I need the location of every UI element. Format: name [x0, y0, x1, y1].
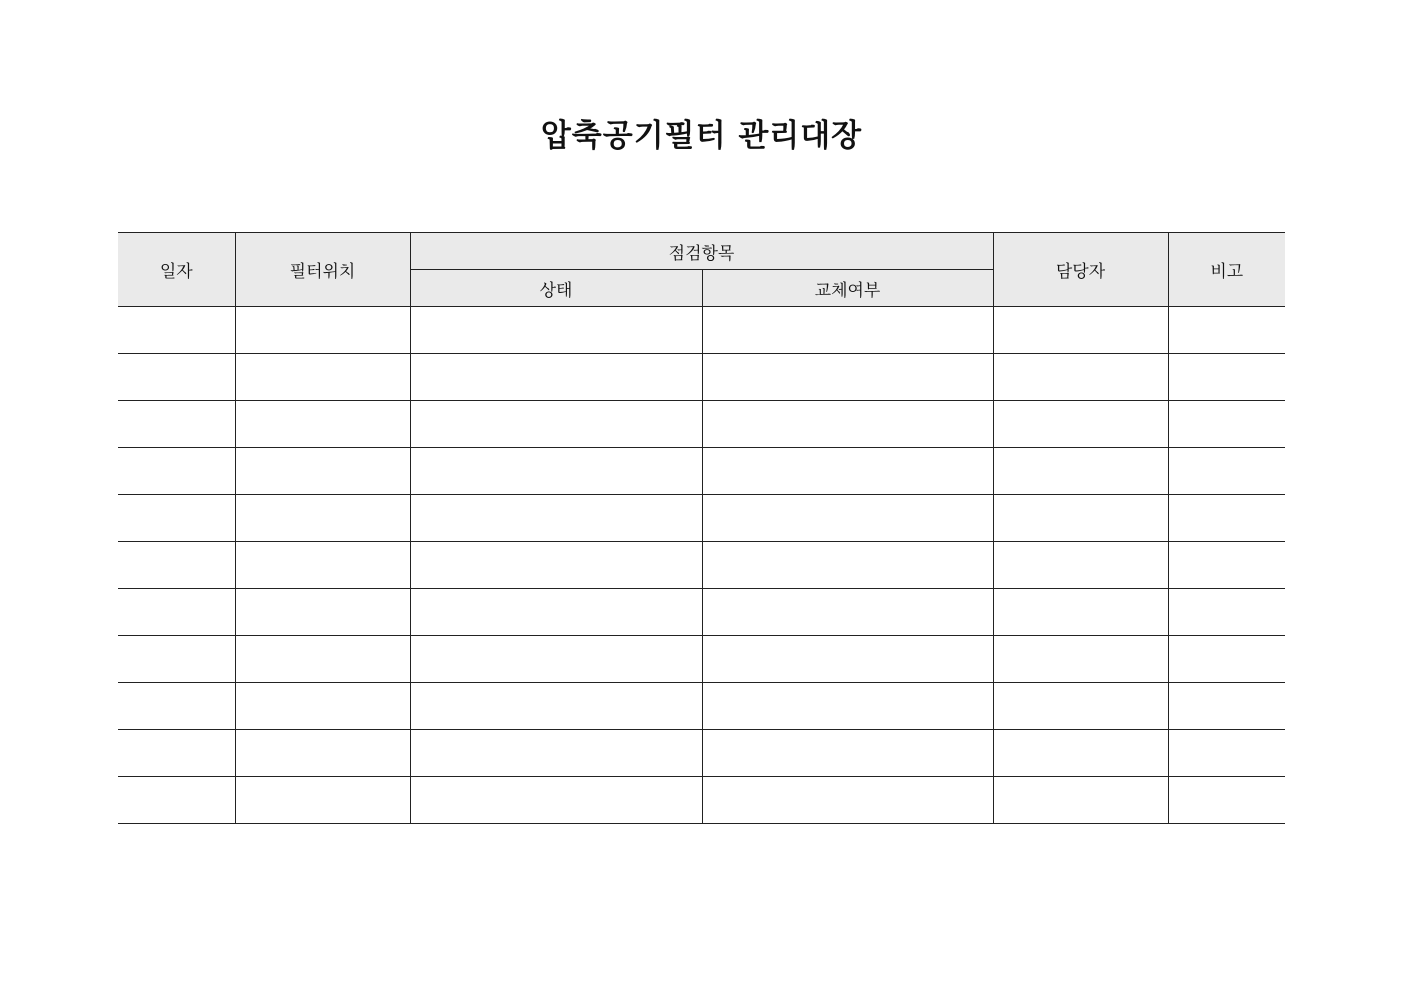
status-cell[interactable]: [410, 730, 702, 777]
manager-cell[interactable]: [993, 307, 1168, 354]
filter-location-cell[interactable]: [235, 777, 410, 824]
filter-location-cell[interactable]: [235, 589, 410, 636]
replacement-cell[interactable]: [702, 636, 993, 683]
replacement-cell[interactable]: [702, 307, 993, 354]
manager-cell[interactable]: [993, 777, 1168, 824]
filter-location-cell[interactable]: [235, 730, 410, 777]
replacement-cell[interactable]: [702, 401, 993, 448]
table-row: [118, 589, 1285, 636]
remarks-cell[interactable]: [1168, 448, 1285, 495]
header-remarks: 비고: [1168, 233, 1285, 307]
table-row: [118, 354, 1285, 401]
remarks-cell[interactable]: [1168, 307, 1285, 354]
manager-cell[interactable]: [993, 683, 1168, 730]
replacement-cell[interactable]: [702, 777, 993, 824]
status-cell[interactable]: [410, 307, 702, 354]
table-row: [118, 683, 1285, 730]
date-cell[interactable]: [118, 307, 235, 354]
filter-location-cell[interactable]: [235, 495, 410, 542]
status-cell[interactable]: [410, 683, 702, 730]
manager-cell[interactable]: [993, 401, 1168, 448]
replacement-cell[interactable]: [702, 495, 993, 542]
status-cell[interactable]: [410, 354, 702, 401]
date-cell[interactable]: [118, 683, 235, 730]
status-cell[interactable]: [410, 401, 702, 448]
date-cell[interactable]: [118, 542, 235, 589]
remarks-cell[interactable]: [1168, 495, 1285, 542]
date-cell[interactable]: [118, 448, 235, 495]
table-row: [118, 730, 1285, 777]
remarks-cell[interactable]: [1168, 354, 1285, 401]
date-cell[interactable]: [118, 401, 235, 448]
header-filter-location: 필터위치: [235, 233, 410, 307]
manager-cell[interactable]: [993, 495, 1168, 542]
date-cell[interactable]: [118, 730, 235, 777]
remarks-cell[interactable]: [1168, 542, 1285, 589]
filter-location-cell[interactable]: [235, 683, 410, 730]
filter-management-table: [118, 232, 1285, 824]
filter-location-cell[interactable]: [235, 542, 410, 589]
manager-cell[interactable]: [993, 542, 1168, 589]
header-replacement: 교체여부: [702, 270, 993, 307]
header-inspection-items: 점검항목: [410, 233, 993, 270]
table-row: [118, 307, 1285, 354]
replacement-cell[interactable]: [702, 542, 993, 589]
status-cell[interactable]: [410, 777, 702, 824]
manager-cell[interactable]: [993, 589, 1168, 636]
table-row: [118, 401, 1285, 448]
replacement-cell[interactable]: [702, 683, 993, 730]
remarks-cell[interactable]: [1168, 401, 1285, 448]
replacement-cell[interactable]: [702, 730, 993, 777]
remarks-cell[interactable]: [1168, 636, 1285, 683]
filter-location-cell[interactable]: [235, 307, 410, 354]
date-cell[interactable]: [118, 495, 235, 542]
status-cell[interactable]: [410, 589, 702, 636]
table-row: [118, 636, 1285, 683]
filter-location-cell[interactable]: [235, 636, 410, 683]
document-title: 압축공기필터 관리대장: [540, 118, 863, 154]
manager-cell[interactable]: [993, 448, 1168, 495]
status-cell[interactable]: [410, 542, 702, 589]
header-date: 일자: [118, 233, 235, 307]
remarks-cell[interactable]: [1168, 589, 1285, 636]
manager-cell[interactable]: [993, 730, 1168, 777]
replacement-cell[interactable]: [702, 448, 993, 495]
table-body: [118, 307, 1285, 824]
table-row: [118, 495, 1285, 542]
remarks-cell[interactable]: [1168, 730, 1285, 777]
remarks-cell[interactable]: [1168, 777, 1285, 824]
date-cell[interactable]: [118, 636, 235, 683]
filter-location-cell[interactable]: [235, 448, 410, 495]
date-cell[interactable]: [118, 777, 235, 824]
filter-location-cell[interactable]: [235, 354, 410, 401]
header-status: 상태: [410, 270, 702, 307]
status-cell[interactable]: [410, 495, 702, 542]
manager-cell[interactable]: [993, 354, 1168, 401]
status-cell[interactable]: [410, 448, 702, 495]
date-cell[interactable]: [118, 589, 235, 636]
status-cell[interactable]: [410, 636, 702, 683]
table-row: [118, 448, 1285, 495]
manager-cell[interactable]: [993, 636, 1168, 683]
header-manager: 담당자: [993, 233, 1168, 307]
replacement-cell[interactable]: [702, 354, 993, 401]
date-cell[interactable]: [118, 354, 235, 401]
replacement-cell[interactable]: [702, 589, 993, 636]
filter-location-cell[interactable]: [235, 401, 410, 448]
remarks-cell[interactable]: [1168, 683, 1285, 730]
table-row: [118, 777, 1285, 824]
table-row: [118, 542, 1285, 589]
